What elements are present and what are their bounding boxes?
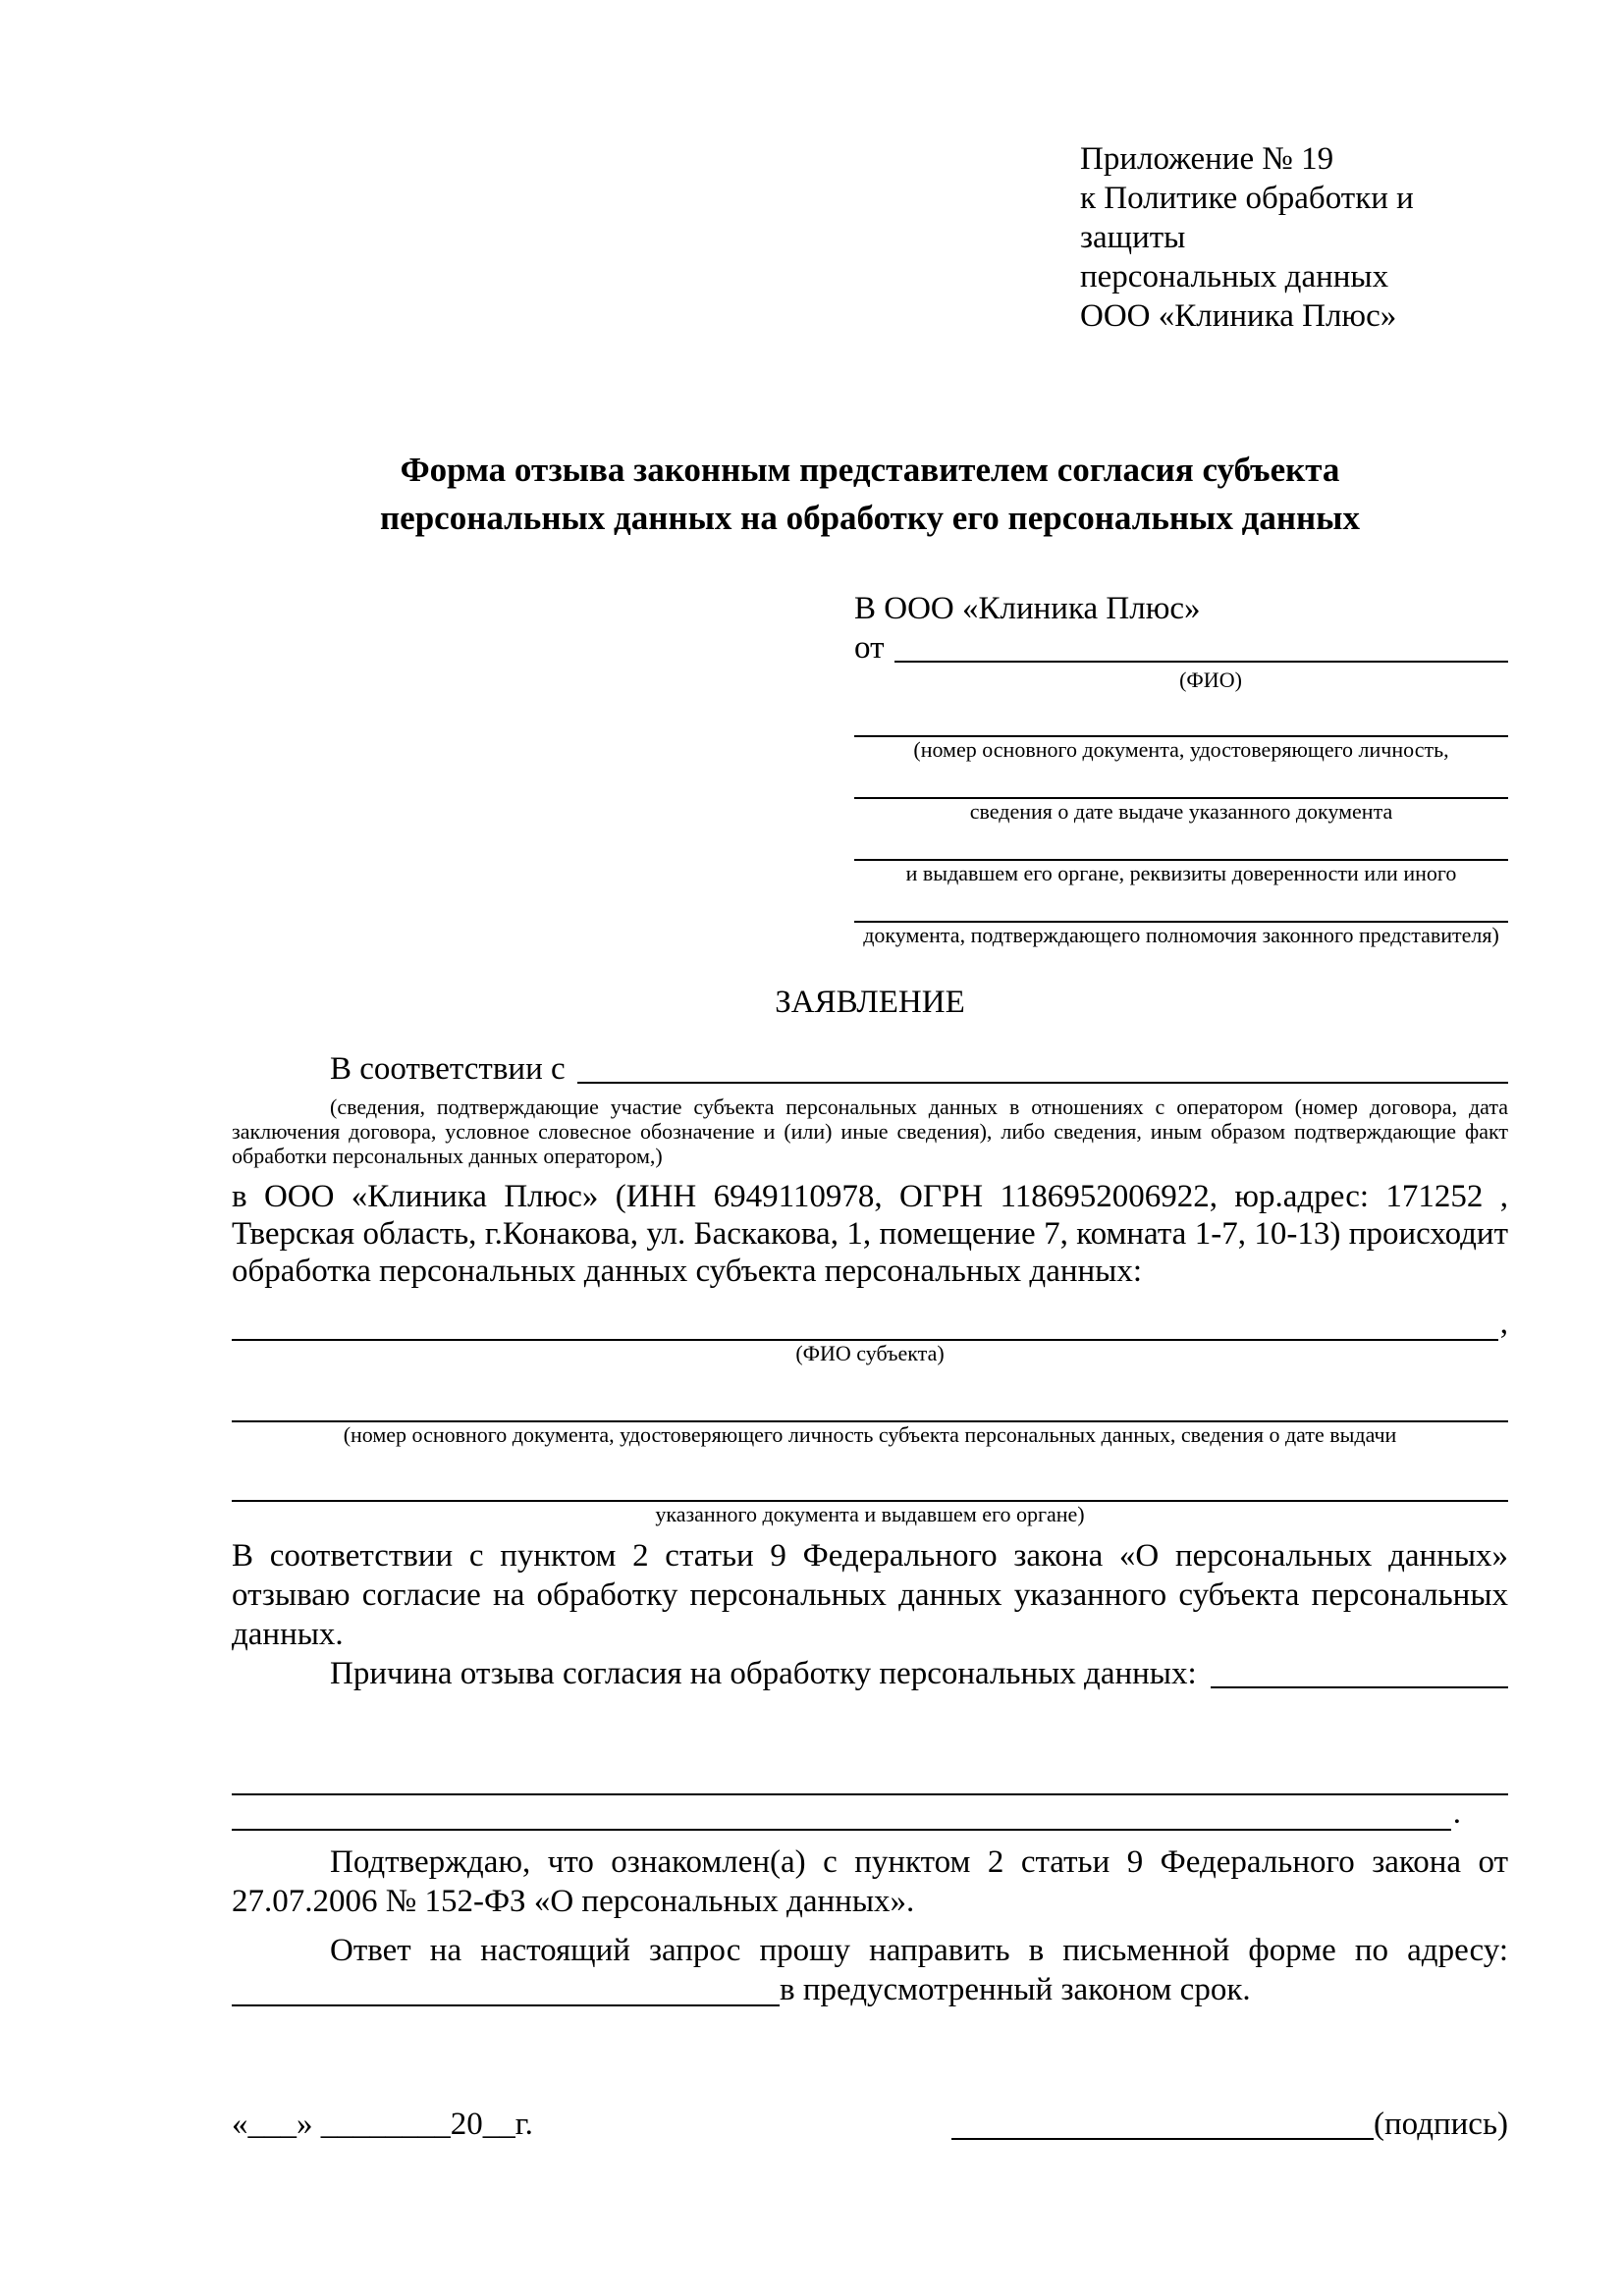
reason-blank-field [1211, 1685, 1508, 1688]
subject-authority-caption: указанного документа и выдавшем его органе) [655, 1502, 1085, 1526]
fio-caption: (ФИО) [1179, 667, 1242, 692]
signature-area [951, 2104, 1508, 2145]
comma-character: , [1499, 1306, 1508, 1341]
document-title [232, 446, 1508, 542]
statement-heading: ЗАЯВЛЕНИЕ [775, 985, 965, 1020]
document-title-line: Форма отзыва законным представителем согласия субъекта [400, 451, 1340, 489]
subject-document-caption: (номер основного документа, удостоверяющего личность субъекта персональных данных, сведения о дате выдачи [343, 1422, 1397, 1447]
appendix-line: Приложение № 19 [1080, 141, 1334, 177]
reason-continuation-row [232, 1760, 1508, 1795]
issuing-authority-blank-field [854, 824, 1508, 861]
document-title-line: персональных данных на обработку его персональных данных [380, 499, 1360, 537]
appendix-line: к Политике обработки и защиты [1080, 181, 1414, 255]
accordance-label: В соответствии с [330, 1051, 566, 1087]
period-character: . [1452, 1795, 1461, 1831]
addressee-caption: документа, подтверждающего полномочия законного представителя) [863, 923, 1499, 947]
addressee-from-row [854, 628, 1508, 667]
basis-blank-field [577, 1081, 1508, 1084]
appendix-line: персональных данных [1080, 259, 1389, 294]
reason-continuation-blank-field [232, 1828, 1451, 1831]
signature-blank-field [951, 2137, 1374, 2140]
subject-authority-row [232, 1467, 1508, 1502]
subject-fio-row [232, 1306, 1508, 1341]
withdraw-paragraph: В соответствии с пунктом 2 статьи 9 Федерального закона «О персональных данных» отзываю согласие на обработку персональных данных указанного субъекта персональных данных. [232, 1538, 1508, 1652]
subject-fio-caption: (ФИО субъекта) [795, 1341, 945, 1365]
addressee-caption: и выдавшем его органе, реквизиты доверенности или иного [905, 861, 1457, 885]
accordance-row [232, 1049, 1508, 1089]
footer-row [232, 2104, 1508, 2145]
reason-row [232, 1654, 1508, 1693]
operator-paragraph: в ООО «Клиника Плюс» (ИНН 6949110978, ОГРН 1186952006922, юр.адрес: 171252 , Тверская область, г.Конакова, ул. Баскакова, 1, помещение 7, комната 1-7, 10-13) происходит обработка персональных данных субъекта персональных данных: [232, 1179, 1508, 1289]
reply-tail-text: в предусмотренный законом срок. [780, 1972, 1251, 2007]
reply-address-row [232, 1970, 1508, 2009]
addressee-caption: сведения о дате выдаче указанного документа [969, 799, 1393, 824]
document-issue-date-blank-field [854, 762, 1508, 799]
reply-paragraph: Ответ на настоящий запрос прошу направить в письменной форме по адресу: [330, 1933, 1508, 1968]
from-label: от [854, 630, 885, 666]
reason-label: Причина отзыва согласия на обработку персональных данных: [330, 1656, 1197, 1691]
addressee-to: В ООО «Клиника Плюс» [854, 591, 1201, 626]
basis-caption: (сведения, подтверждающие участие субъекта персональных данных в отношениях с оператором (номер договора, дата заключения договора, условное словесное обозначение и (или) иные сведения), либо сведения, иным образом подтверждающие факт обработки персональных данных оператором,) [232, 1095, 1508, 1168]
addressee-caption: (номер основного документа, удостоверяющего личность, [913, 737, 1449, 762]
representative-document-blank-field [854, 700, 1508, 737]
appendix-header [1080, 139, 1508, 336]
representative-fio-blank-field [894, 660, 1509, 663]
reply-address-blank-field [232, 2003, 780, 2006]
reason-continuation-row [232, 1795, 1461, 1831]
appendix-line: ООО «Клиника Плюс» [1080, 298, 1397, 334]
authority-document-blank-field [854, 885, 1508, 923]
signature-caption: (подпись) [1374, 2107, 1508, 2142]
date-blank-line: «___» ________20__г. [232, 2107, 533, 2142]
addressee-block [854, 589, 1508, 947]
subject-document-row [232, 1387, 1508, 1422]
reason-continuation-blank-field [232, 1792, 1508, 1795]
confirm-paragraph: Подтверждаю, что ознакомлен(а) с пунктом 2 статьи 9 Федерального закона от 27.07.2006 № 152-ФЗ «О персональных данных». [232, 1844, 1508, 1919]
